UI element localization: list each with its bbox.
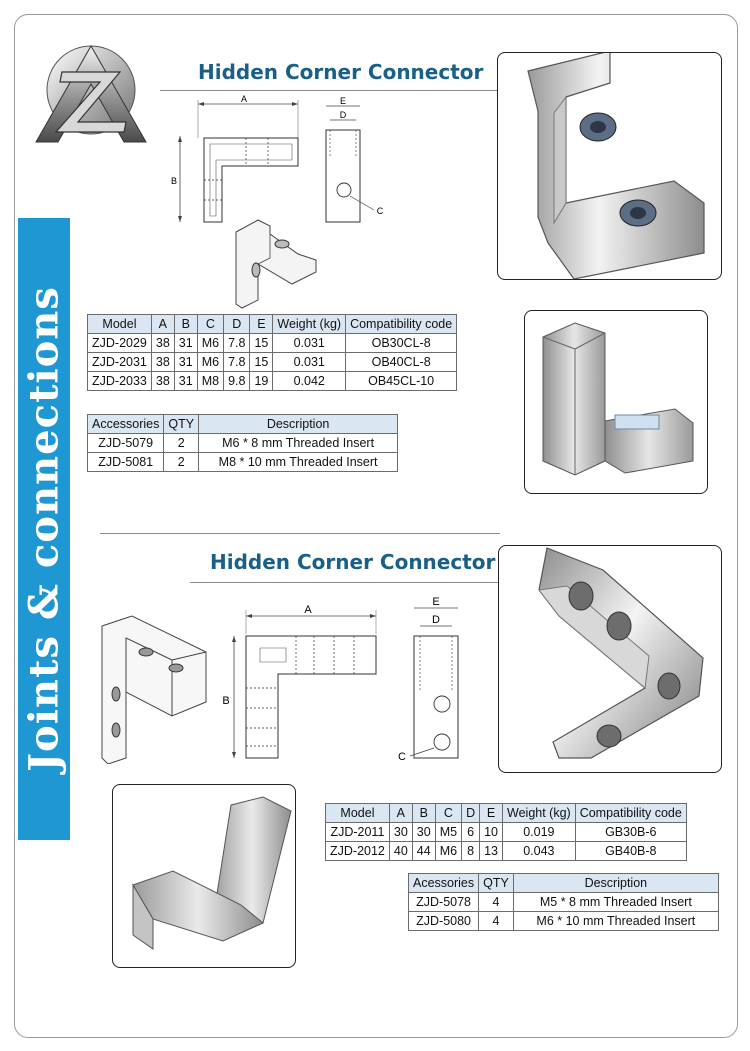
section1-dim-e-label: E bbox=[339, 96, 347, 106]
section1-connector-photo bbox=[497, 52, 722, 280]
table-row bbox=[409, 893, 719, 912]
side-banner bbox=[18, 218, 70, 840]
table-row bbox=[326, 823, 687, 842]
table-cell: 0.042 bbox=[273, 372, 346, 391]
table-cell: 0.031 bbox=[273, 353, 346, 372]
table-header: A bbox=[389, 804, 412, 823]
table-row bbox=[88, 453, 398, 472]
table-header: Weight (kg) bbox=[273, 315, 346, 334]
table-cell: 15 bbox=[250, 334, 273, 353]
table-cell: 7.8 bbox=[224, 353, 250, 372]
table-cell: 9.8 bbox=[224, 372, 250, 391]
table-cell: OB40CL-8 bbox=[346, 353, 457, 372]
table-cell: ZJD-2011 bbox=[326, 823, 390, 842]
table-cell: 7.8 bbox=[224, 334, 250, 353]
table-header: Description bbox=[199, 415, 398, 434]
table-cell: 38 bbox=[151, 353, 174, 372]
section2-dim-c-label: C bbox=[398, 751, 406, 763]
table-header: Description bbox=[513, 874, 718, 893]
table-cell: ZJD-5081 bbox=[88, 453, 164, 472]
table-cell: 0.019 bbox=[503, 823, 576, 842]
section1-dim-d-label: D bbox=[339, 110, 347, 120]
section1-dim-a-label: A bbox=[240, 94, 248, 104]
table-cell: 31 bbox=[174, 334, 197, 353]
side-banner-text: Joints & connections bbox=[20, 286, 68, 772]
section2-dim-b-label: B bbox=[222, 695, 230, 707]
section-divider bbox=[100, 533, 500, 534]
table-header: C bbox=[435, 804, 461, 823]
table-cell: ZJD-2031 bbox=[88, 353, 152, 372]
section2-dim-e-label: E bbox=[432, 596, 440, 608]
table-cell: ZJD-2033 bbox=[88, 372, 152, 391]
section1-side-view-drawing bbox=[160, 92, 310, 227]
table-cell: 0.031 bbox=[273, 334, 346, 353]
table-cell: ZJD-5079 bbox=[88, 434, 164, 453]
table-cell: M8 bbox=[197, 372, 223, 391]
table-cell: 13 bbox=[480, 842, 503, 861]
table-header: B bbox=[174, 315, 197, 334]
section1-title: Hidden Corner Connector bbox=[198, 60, 484, 84]
table-header: C bbox=[197, 315, 223, 334]
table-cell: 4 bbox=[479, 893, 514, 912]
table-header: QTY bbox=[479, 874, 514, 893]
table-cell: M5 * 8 mm Threaded Insert bbox=[513, 893, 718, 912]
table-cell: 31 bbox=[174, 372, 197, 391]
table-cell: M6 * 8 mm Threaded Insert bbox=[199, 434, 398, 453]
section2-accessories-table bbox=[408, 873, 719, 931]
section2-side-view-drawing bbox=[216, 596, 386, 768]
table-header: Accessories bbox=[88, 415, 164, 434]
table-cell: ZJD-5078 bbox=[409, 893, 479, 912]
table-cell: GB40B-8 bbox=[575, 842, 686, 861]
table-header: Acessories bbox=[409, 874, 479, 893]
table-row bbox=[88, 334, 457, 353]
table-cell: ZJD-2012 bbox=[326, 842, 390, 861]
section2-front-view-drawing bbox=[392, 592, 472, 772]
brand-logo bbox=[28, 38, 154, 150]
section1-iso-drawing bbox=[228, 210, 328, 310]
section2-title: Hidden Corner Connector bbox=[210, 550, 496, 574]
table-cell: 4 bbox=[479, 912, 514, 931]
section1-divider bbox=[160, 90, 500, 91]
table-row bbox=[88, 434, 398, 453]
table-header: Weight (kg) bbox=[503, 804, 576, 823]
table-cell: 30 bbox=[389, 823, 412, 842]
table-cell: OB45CL-10 bbox=[346, 372, 457, 391]
table-header: Compatibility code bbox=[575, 804, 686, 823]
table-cell: M6 bbox=[435, 842, 461, 861]
section2-dim-a-label: A bbox=[304, 604, 312, 616]
table-cell: 15 bbox=[250, 353, 273, 372]
section1-accessories-table bbox=[87, 414, 398, 472]
section2-spec-table bbox=[325, 803, 687, 861]
table-header: Model bbox=[326, 804, 390, 823]
table-cell: 31 bbox=[174, 353, 197, 372]
section1-dim-c-label: C bbox=[376, 206, 384, 216]
table-header: A bbox=[151, 315, 174, 334]
section2-assembly-photo bbox=[112, 784, 296, 968]
table-header: Model bbox=[88, 315, 152, 334]
table-cell: M6 * 10 mm Threaded Insert bbox=[513, 912, 718, 931]
table-cell: M5 bbox=[435, 823, 461, 842]
table-header: B bbox=[412, 804, 435, 823]
table-cell: 40 bbox=[389, 842, 412, 861]
table-cell: 2 bbox=[164, 434, 199, 453]
table-cell: 2 bbox=[164, 453, 199, 472]
table-cell: 44 bbox=[412, 842, 435, 861]
section2-dim-d-label: D bbox=[432, 614, 440, 626]
table-cell: 19 bbox=[250, 372, 273, 391]
table-header: E bbox=[250, 315, 273, 334]
table-header: Compatibility code bbox=[346, 315, 457, 334]
table-cell: OB30CL-8 bbox=[346, 334, 457, 353]
table-cell: M6 bbox=[197, 353, 223, 372]
section1-assembly-photo bbox=[524, 310, 708, 494]
table-header: QTY bbox=[164, 415, 199, 434]
table-cell: 38 bbox=[151, 372, 174, 391]
section1-spec-table bbox=[87, 314, 457, 391]
section2-connector-photo bbox=[498, 545, 722, 773]
table-cell: M8 * 10 mm Threaded Insert bbox=[199, 453, 398, 472]
table-row bbox=[326, 842, 687, 861]
table-cell: ZJD-5080 bbox=[409, 912, 479, 931]
table-cell: 8 bbox=[462, 842, 480, 861]
table-header: D bbox=[462, 804, 480, 823]
section2-divider bbox=[190, 582, 500, 583]
table-cell: 6 bbox=[462, 823, 480, 842]
table-cell: 38 bbox=[151, 334, 174, 353]
table-cell: M6 bbox=[197, 334, 223, 353]
table-row bbox=[409, 912, 719, 931]
table-header: E bbox=[480, 804, 503, 823]
table-header: D bbox=[224, 315, 250, 334]
table-row bbox=[88, 353, 457, 372]
section2-iso-drawing bbox=[96, 612, 212, 764]
table-cell: ZJD-2029 bbox=[88, 334, 152, 353]
section1-dim-b-label: B bbox=[170, 176, 178, 186]
table-cell: 10 bbox=[480, 823, 503, 842]
table-row bbox=[88, 372, 457, 391]
table-cell: 0.043 bbox=[503, 842, 576, 861]
section1-front-view-drawing bbox=[318, 92, 398, 227]
table-cell: GB30B-6 bbox=[575, 823, 686, 842]
table-cell: 30 bbox=[412, 823, 435, 842]
